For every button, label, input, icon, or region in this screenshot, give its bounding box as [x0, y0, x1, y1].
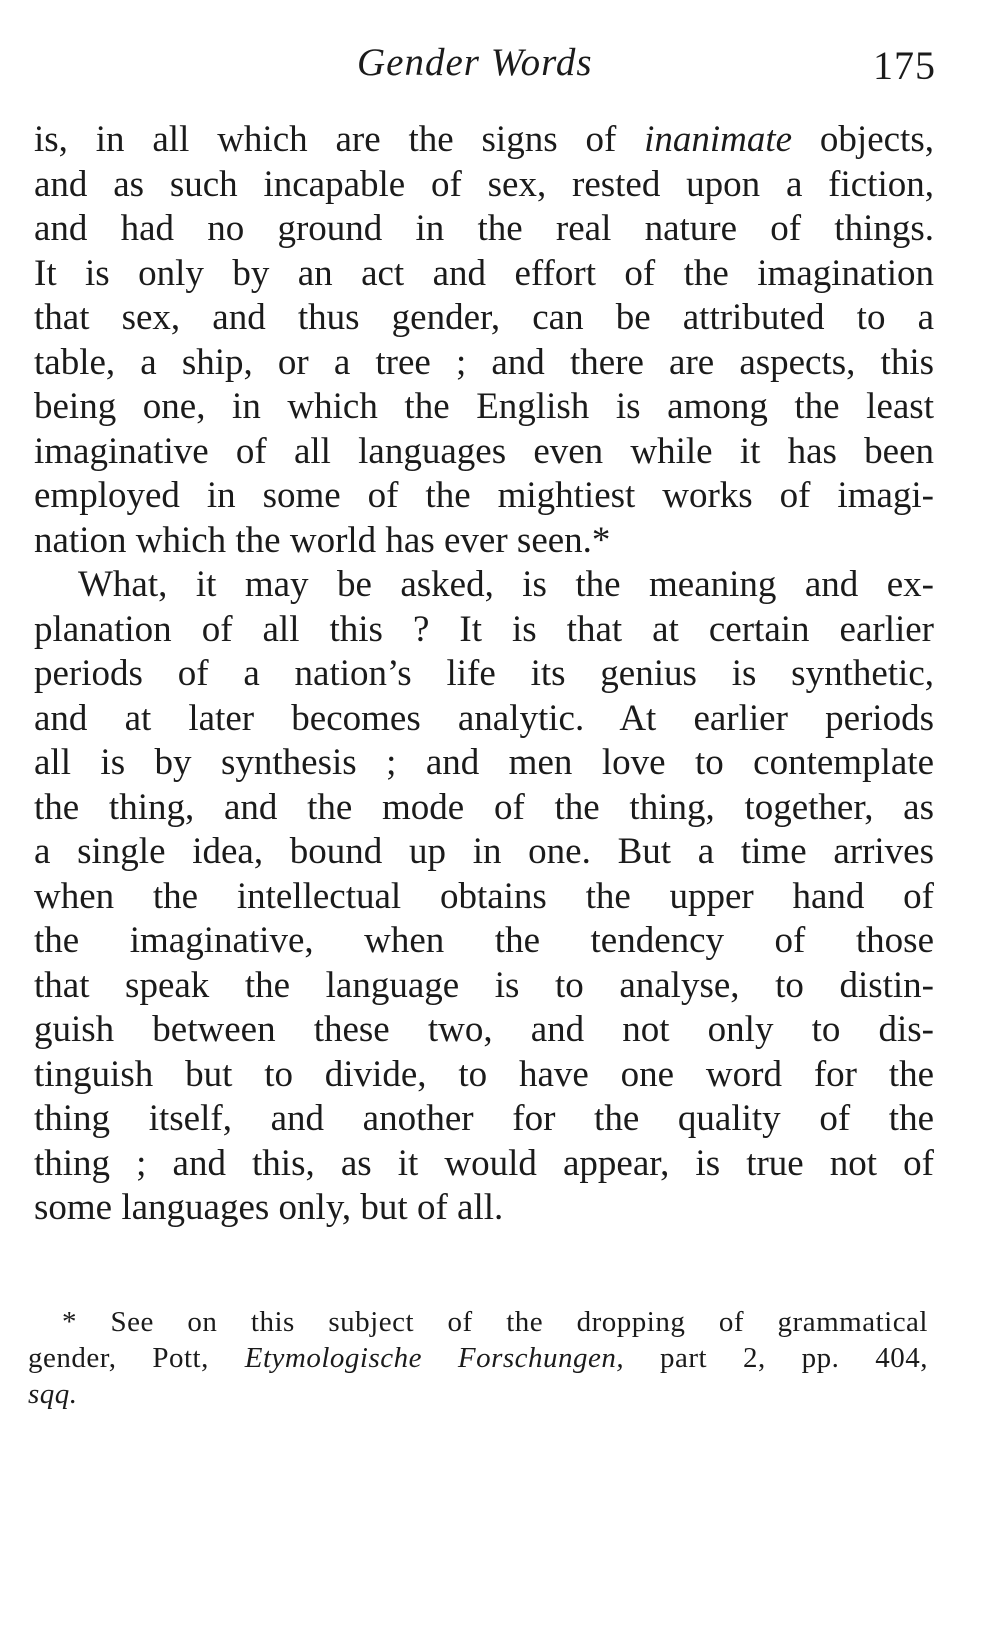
paragraph-start-line: What, it may be asked, is the meaning and ex- — [78, 564, 934, 605]
text-line: periods of a nation’s life its genius is synthetic, — [34, 653, 934, 694]
text-line: tinguish but to divide, to have one word for the — [34, 1053, 934, 1095]
text-line: the thing, and the mode of the thing, together, as — [34, 786, 934, 828]
text-line: and at later becomes analytic. At earlier periods — [34, 697, 934, 739]
text-line: that sex, and thus gender, can be attributed to a — [34, 297, 934, 338]
running-head — [0, 40, 1000, 92]
footnote — [28, 1304, 928, 1412]
text-line — [34, 118, 934, 163]
text-line: guish between these two, and not only to dis- — [34, 1009, 934, 1050]
text-segment: part 2, pp. 404, — [624, 1342, 928, 1374]
text-line: thing itself, and another for the quality of the — [34, 1098, 934, 1139]
body-text — [34, 118, 934, 1231]
footnote-line — [28, 1376, 928, 1412]
text-line: the imaginative, when the tendency of those — [34, 920, 934, 961]
text-line: imaginative of all languages even while it has been — [34, 430, 934, 472]
text-line: and as such incapable of sex, rested upon a fiction, — [34, 163, 934, 205]
footnote-line: * See on this subject of the dropping of grammatical — [62, 1306, 928, 1338]
text-line: thing ; and this, as it would appear, is true not of — [34, 1142, 934, 1184]
paragraph-end-line: nation which the world has ever seen.* — [34, 519, 611, 561]
text-line: and had no ground in the real nature of things. — [34, 208, 934, 249]
text-line: employed in some of the mightiest works of imagi- — [34, 475, 934, 516]
paragraph-end-line: some languages only, but of all. — [34, 1187, 504, 1228]
page-number: 175 — [873, 43, 936, 88]
book-title: Etymologische Forschungen, — [244, 1342, 625, 1374]
text-line: a single idea, bound up in one. But a time arrives — [34, 831, 934, 872]
emphasis: inanimate — [644, 119, 793, 160]
text-line: when the intellectual obtains the upper hand of — [34, 875, 934, 917]
text-segment: gender, Pott, — [28, 1342, 245, 1374]
emphasis: sqq. — [28, 1378, 78, 1410]
text-line: It is only by an act and effort of the imagination — [34, 252, 934, 294]
footnote-line — [28, 1340, 928, 1376]
text-line: all is by synthesis ; and men love to contemplate — [34, 742, 934, 783]
text-segment: is, in all which are the signs of — [34, 119, 645, 160]
text-line: planation of all this ? It is that at certain earlier — [34, 608, 934, 650]
text-line: table, a ship, or a tree ; and there are aspects, this — [34, 341, 934, 383]
running-title: Gender Words — [357, 41, 593, 84]
text-line: being one, in which the English is among the least — [34, 386, 934, 427]
text-segment: objects, — [792, 119, 934, 160]
text-line: that speak the language is to analyse, to distin- — [34, 964, 934, 1006]
